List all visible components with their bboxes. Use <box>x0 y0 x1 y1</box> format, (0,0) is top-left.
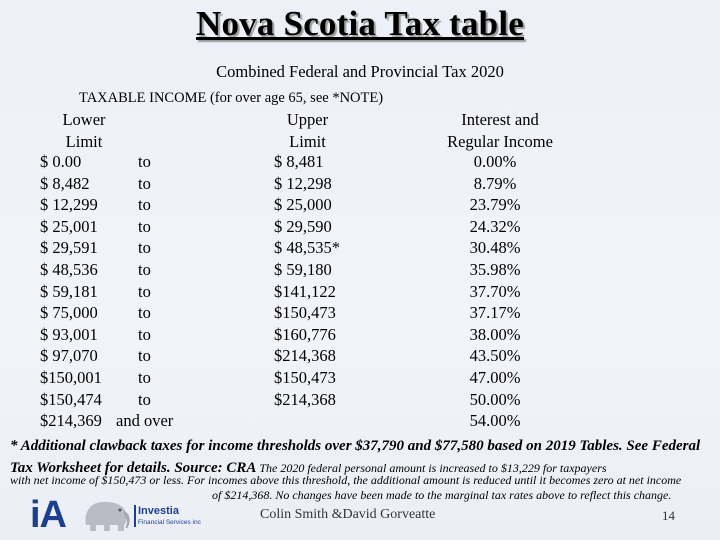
upper-limit-cell: $ 29,590 <box>274 216 332 236</box>
lower-limit-cell: $ 93,001 <box>40 324 98 344</box>
lower-limit-cell: $214,369 <box>40 411 102 431</box>
lower-limit-header-line1: Lower <box>62 110 106 129</box>
to-cell: to <box>138 195 151 215</box>
to-cell: to <box>138 259 151 279</box>
rate-header-line1: Interest and <box>461 110 539 129</box>
to-cell: and over <box>116 411 174 431</box>
taxable-income-header: TAXABLE INCOME (for over age 65, see *NOTE) <box>79 90 384 106</box>
rate-header <box>430 109 570 153</box>
upper-limit-cell: $150,473 <box>274 367 336 387</box>
rate-cell: 54.00% <box>469 411 521 431</box>
lower-limit-cell: $ 8,482 <box>40 173 90 193</box>
lower-limit-header-line2: Limit <box>65 132 103 151</box>
to-cell: to <box>138 173 151 193</box>
lower-limit-header <box>44 109 124 153</box>
rate-cell: 24.32% <box>469 216 521 236</box>
lower-limit-cell: $ 12,299 <box>40 195 98 215</box>
logo-divider <box>134 505 136 527</box>
footnote-small-line1: The 2020 federal personal amount is increased to $13,229 for taxpayers <box>259 461 607 475</box>
table-row <box>0 260 720 282</box>
rate-cell: 37.17% <box>469 303 521 323</box>
upper-limit-cell: $ 25,000 <box>274 195 332 215</box>
rate-cell: 23.79% <box>469 195 521 215</box>
table-row <box>0 282 720 304</box>
upper-limit-cell: $141,122 <box>274 281 336 301</box>
table-row <box>0 195 720 217</box>
to-cell: to <box>138 389 151 409</box>
upper-limit-cell: $ 59,180 <box>274 259 332 279</box>
to-cell: to <box>138 324 151 344</box>
upper-limit-header <box>270 109 345 153</box>
to-cell: to <box>138 346 151 366</box>
upper-limit-cell: $150,473 <box>274 303 336 323</box>
footnote-small-line3: of $214,368. No changes have been made to the marginal tax rates above to reflect this change. <box>212 488 672 502</box>
to-cell: to <box>138 367 151 387</box>
tax-table <box>0 152 720 433</box>
table-row <box>0 238 720 260</box>
rate-header-line2: Regular Income <box>447 132 553 151</box>
logo-brand: Investia <box>138 505 179 517</box>
logo-tagline: Financial Services inc <box>138 519 201 526</box>
lower-limit-cell: $ 97,070 <box>40 346 98 366</box>
to-cell: to <box>138 152 151 171</box>
table-row <box>0 217 720 239</box>
rate-cell: 8.79% <box>473 173 517 193</box>
upper-limit-cell: $ 12,298 <box>274 173 332 193</box>
lower-limit-cell: $ 29,591 <box>40 238 98 258</box>
upper-limit-header-line2: Limit <box>289 132 326 151</box>
upper-limit-cell: $ 8,481 <box>274 152 324 171</box>
to-cell: to <box>138 303 151 323</box>
lower-limit-cell: $150,001 <box>40 367 102 387</box>
to-cell: to <box>138 238 151 258</box>
lower-limit-cell: $ 59,181 <box>40 281 98 301</box>
table-row <box>0 303 720 325</box>
table-row <box>0 174 720 196</box>
authors-footer: Colin Smith &David Gorveatte <box>260 507 436 522</box>
lower-limit-cell: $150,474 <box>40 389 102 409</box>
rate-cell: 38.00% <box>469 324 521 344</box>
rate-cell: 37.70% <box>469 281 521 301</box>
lower-limit-cell: $ 48,536 <box>40 259 98 279</box>
upper-limit-cell: $160,776 <box>274 324 336 344</box>
table-row <box>0 152 720 174</box>
table-row <box>0 346 720 368</box>
upper-limit-cell: $214,368 <box>274 389 336 409</box>
elephant-icon <box>80 495 132 533</box>
footnote-bold: * Additional clawback taxes for income thresholds over $37,790 and $77,580 based on 2019 Tables. See Federal Tax Worksheet for details. Source: CRA <box>10 438 701 476</box>
table-row <box>0 325 720 347</box>
rate-cell: 35.98% <box>469 259 521 279</box>
to-cell: to <box>138 216 151 236</box>
upper-limit-cell: $214,368 <box>274 346 336 366</box>
upper-limit-cell: $ 48,535* <box>274 238 340 258</box>
page-title: Nova Scotia Tax table <box>196 4 524 43</box>
rate-cell: 43.50% <box>469 346 521 366</box>
lower-limit-cell: $ 0.00 <box>40 152 82 171</box>
investia-logo <box>30 493 208 535</box>
rate-cell: 0.00% <box>473 152 517 171</box>
table-row <box>0 411 720 433</box>
logo-mark: iA <box>30 494 66 536</box>
footnote-small-line2: with net income of $150,473 or less. For incomes above this threshold, the additional amount is reduced until it becomes zero at net income <box>10 473 682 487</box>
upper-limit-header-line1: Upper <box>286 110 329 129</box>
table-row <box>0 390 720 412</box>
page-number: 14 <box>662 508 675 523</box>
page-subtitle: Combined Federal and Provincial Tax 2020 <box>216 62 504 81</box>
to-cell: to <box>138 281 151 301</box>
lower-limit-cell: $ 25,001 <box>40 216 98 236</box>
lower-limit-cell: $ 75,000 <box>40 303 98 323</box>
rate-cell: 47.00% <box>469 367 521 387</box>
rate-cell: 30.48% <box>469 238 521 258</box>
rate-cell: 50.00% <box>469 389 521 409</box>
table-row <box>0 368 720 390</box>
